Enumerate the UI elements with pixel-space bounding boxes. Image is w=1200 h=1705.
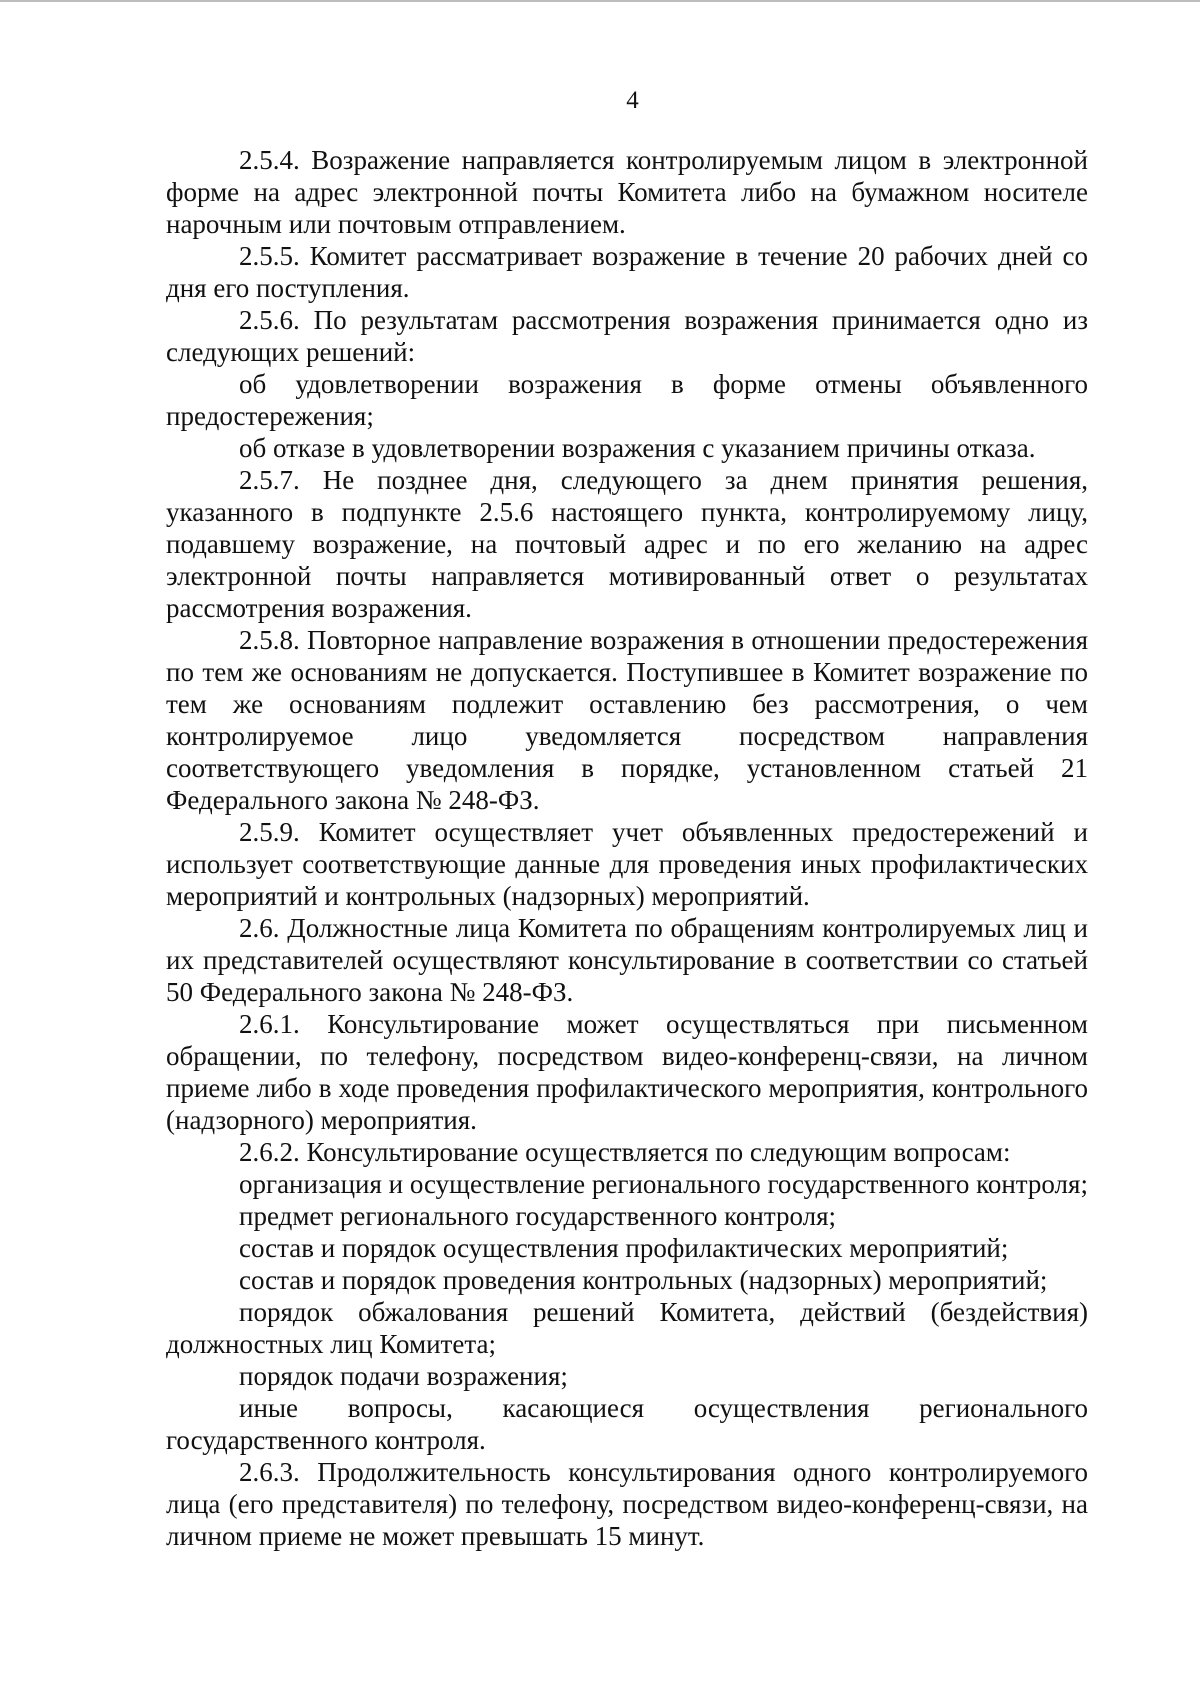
paragraph-2-6-1: 2.6.1. Консультирование может осуществляться при письменном обращении, по телефону, посредством видео-конференц-связи, на личном приеме либо в ходе проведения профилактического мероприятия, контрольного (надзорного) мероприятия.: [166, 1009, 1088, 1135]
list-item-decision-satisfy: об удовлетворении возражения в форме отмены объявленного предостережения;: [166, 369, 1088, 431]
list-item-topic-organization: организация и осуществление регионального государственного контроля;: [239, 1169, 1088, 1199]
paragraph-2-5-9: 2.5.9. Комитет осуществляет учет объявленных предостережений и использует соответствующие данные для проведения иных профилактических мероприятий и контрольных (надзорных) мероприятий.: [166, 817, 1088, 911]
paragraph-2-5-6: 2.5.6. По результатам рассмотрения возражения принимается одно из следующих решений:: [166, 305, 1088, 367]
list-item-topic-objection: порядок подачи возражения;: [239, 1361, 568, 1391]
paragraph-2-5-4: 2.5.4. Возражение направляется контролируемым лицом в электронной форме на адрес электронной почты Комитета либо на бумажном носителе нарочным или почтовым отправлением.: [166, 145, 1088, 239]
paragraph-2-5-8: 2.5.8. Повторное направление возражения в отношении предостережения по тем же основаниям не допускается. Поступившее в Комитет возражение по тем же основаниям подлежит оставлению без рассмотрения, о чем контролируемое лицо уведомляется посредством направления соответствующего уведомления в порядке, установленном статьей 21 Федерального закона № 248-ФЗ.: [166, 625, 1088, 815]
page-number: 4: [626, 87, 639, 114]
paragraph-2-5-5: 2.5.5. Комитет рассматривает возражение в течение 20 рабочих дней со дня его поступления.: [166, 241, 1088, 303]
document-body: [166, 144, 1088, 1552]
list-item-topic-preventive: состав и порядок осуществления профилактических мероприятий;: [239, 1233, 1009, 1263]
list-item-decision-refuse: об отказе в удовлетворении возражения с указанием причины отказа.: [239, 433, 1036, 463]
scan-edge-line: [0, 0, 1200, 2]
paragraph-2-6-2: 2.6.2. Консультирование осуществляется по следующим вопросам:: [239, 1137, 1011, 1167]
list-item-topic-control: состав и порядок проведения контрольных (надзорных) мероприятий;: [239, 1265, 1048, 1295]
paragraph-2-5-7: 2.5.7. Не позднее дня, следующего за днем принятия решения, указанного в подпункте 2.5.6 настоящего пункта, контролируемому лицу, подавшему возражение, на почтовый адрес и по его желанию на адрес электронной почты направляется мотивированный ответ о результатах рассмотрения возражения.: [166, 465, 1088, 623]
paragraph-2-6: 2.6. Должностные лица Комитета по обращениям контролируемых лиц и их представителей осуществляют консультирование в соответствии со статьей 50 Федерального закона № 248-ФЗ.: [166, 913, 1088, 1007]
list-item-topic-other: иные вопросы, касающиеся осуществления регионального государственного контроля.: [166, 1393, 1088, 1455]
list-item-topic-appeal: порядок обжалования решений Комитета, действий (бездействия) должностных лиц Комитета;: [166, 1297, 1088, 1359]
paragraph-2-6-3: 2.6.3. Продолжительность консультирования одного контролируемого лица (его представителя) по телефону, посредством видео-конференц-связи, на личном приеме не может превышать 15 минут.: [166, 1457, 1088, 1551]
list-item-topic-subject: предмет регионального государственного контроля;: [239, 1201, 836, 1231]
